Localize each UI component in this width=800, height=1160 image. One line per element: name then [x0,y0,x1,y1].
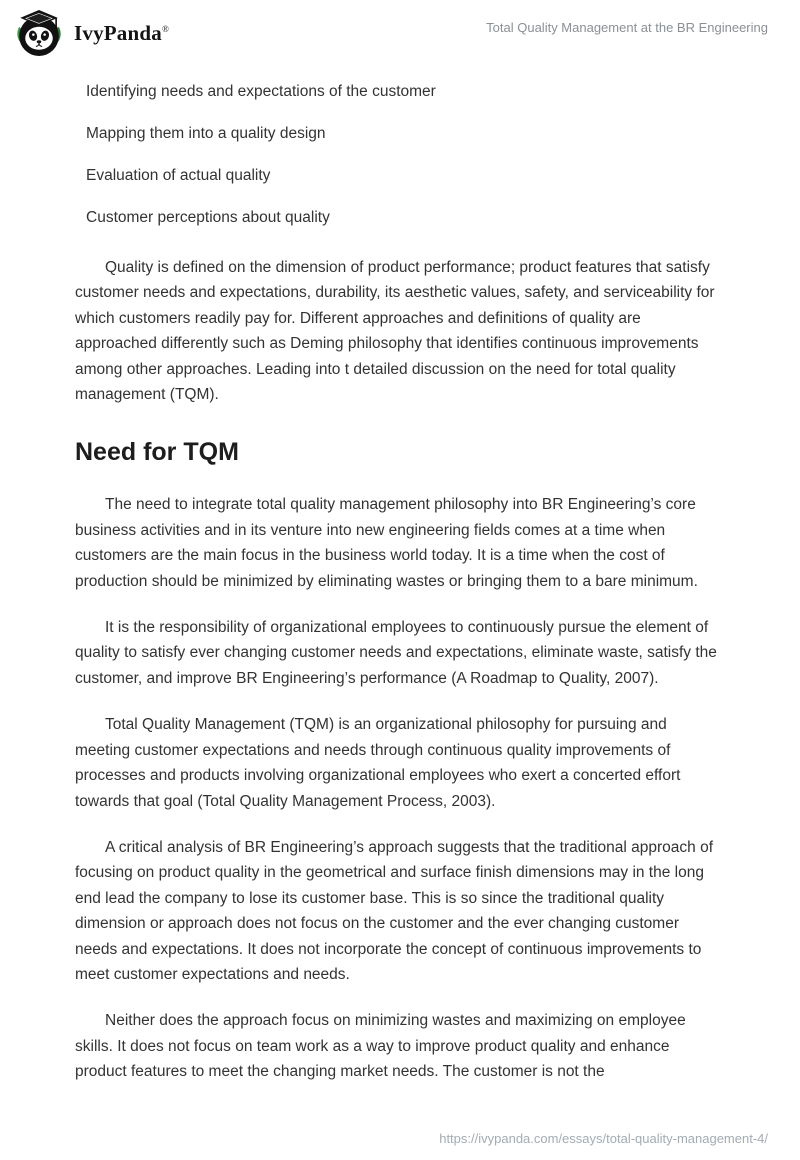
paragraph-need-3: Total Quality Management (TQM) is an organizational philosophy for pursuing and meeting customer expectations and needs through continuous quality improvements of processes and products involving organizational employees who exert a concerted effort towards that goal (Total Quality Management Process, 2003). [75,716,681,810]
brand-link[interactable] [14,8,169,58]
quality-steps-list [75,80,724,229]
brand-text: IvyPanda [74,20,162,45]
paragraph-need-2: It is the responsibility of organizational employees to continuously pursue the element of quality to satisfy ever changing customer needs and expectations, eliminate waste, satisfy the customer, and improve BR Engineering’s performance (A Roadmap to Quality, 2007). [75,619,717,687]
list-item: Evaluation of actual quality [86,167,271,184]
list-item: Customer perceptions about quality [86,209,330,226]
brand-name [74,21,169,46]
page-footer [439,1130,768,1148]
section-heading-need-for-tqm: Need for TQM [75,438,239,467]
document-body [0,62,800,1085]
document-title: Total Quality Management at the BR Engineering [486,20,768,35]
paragraph-need-1: The need to integrate total quality management philosophy into BR Engineering’s core business activities and in its venture into new engineering fields comes at a time when customers are the main focus in the business world today. It is a time when the cost of production should be minimized by eliminating wastes or bringing them to a bare minimum. [75,496,698,590]
list-item: Mapping them into a quality design [86,125,326,142]
paragraph-quality-definition: Quality is defined on the dimension of product performance; product features that satisfy customer needs and expectations, durability, its aesthetic values, safety, and serviceability for which customers readily pay for. Different approaches and definitions of quality are approached differently such as Deming philosophy that identifies continuous improvements among other approaches. Leading into t detailed discussion on the need for total quality management (TQM). [75,259,715,404]
registered-mark: ® [161,23,170,34]
source-url-link[interactable]: https://ivypanda.com/essays/total-quality-management-4/ [439,1131,768,1146]
paragraph-need-5: Neither does the approach focus on minimizing wastes and maximizing on employee skills. It does not focus on team work as a way to improve product quality and enhance product features to meet the changing market needs. The customer is not the [75,1012,686,1081]
page-header [0,0,800,62]
list-item: Identifying needs and expectations of the customer [86,83,436,100]
paragraph-need-4: A critical analysis of BR Engineering’s approach suggests that the traditional approach of focusing on product quality in the geometrical and surface finish dimensions may in the long end lead the company to lose its customer base. This is so since the traditional quality dimension or approach does not focus on the customer and the ever changing customer needs and expectations. It does not incorporate the concept of continuous improvements to meet customer expectations and needs. [75,838,714,983]
ivypanda-panda-logo-icon [14,8,64,58]
